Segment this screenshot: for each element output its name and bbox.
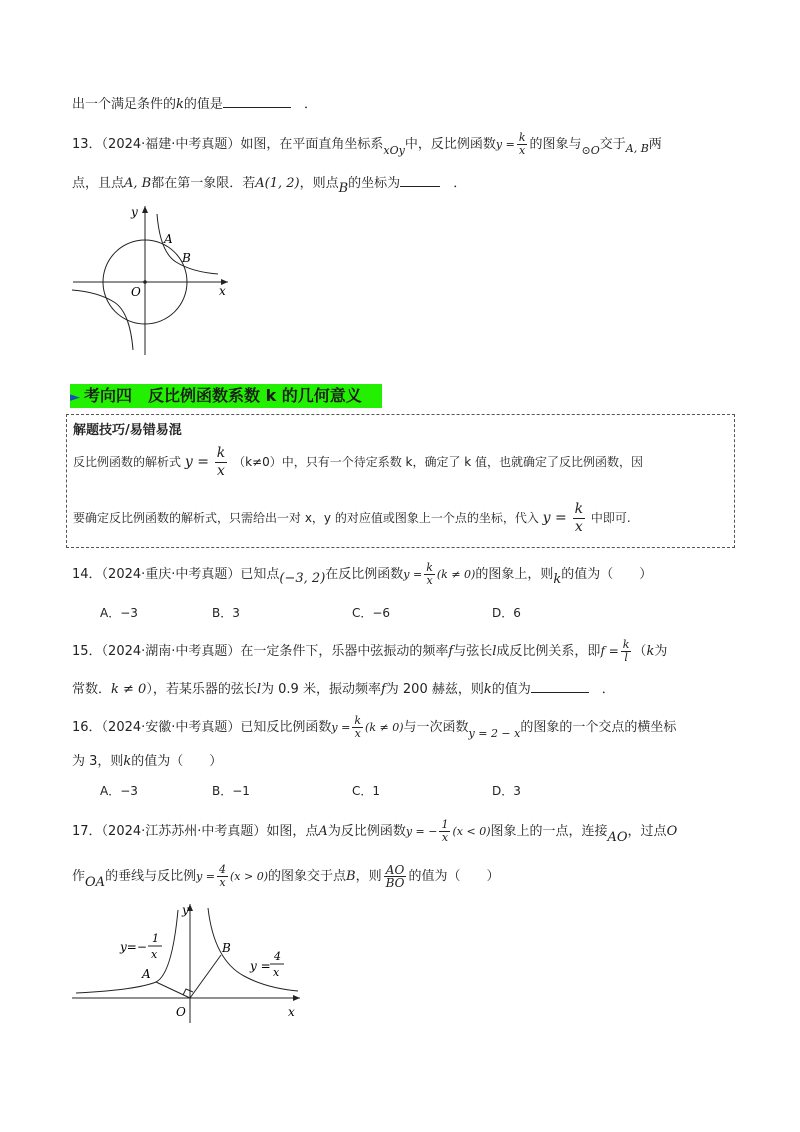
q15-text: 与弦长 <box>453 644 493 659</box>
q15-line1 <box>72 639 667 664</box>
q17-o: O <box>666 824 678 839</box>
q15-text: 为 200 赫兹，则 <box>385 682 484 697</box>
q15-fraction <box>621 639 632 664</box>
q15-text: ），若某乐器的弦长 <box>146 682 257 697</box>
q15-text: 为 0.9 米，振动频率 <box>261 682 381 697</box>
q17-text: ，则 <box>355 869 382 884</box>
q12-k: k <box>176 97 184 112</box>
q15-end: ． <box>601 682 615 697</box>
q14-option-b[interactable]: B．3 <box>212 606 240 620</box>
q13-figure <box>68 200 238 360</box>
q14-line1 <box>72 562 652 587</box>
q17-fig-x-label: x <box>288 1005 295 1019</box>
q14-fraction <box>424 562 435 587</box>
tip-y2: y = <box>542 510 567 526</box>
q12-answer-blank[interactable] <box>223 93 291 108</box>
q17-cond2: (x > 0) <box>230 870 269 883</box>
q13-end: ． <box>453 176 467 191</box>
q15-f: f <box>448 644 454 659</box>
q16-line1 <box>72 715 676 740</box>
q16-line2 <box>72 752 222 772</box>
q13-point-b: B <box>338 181 349 196</box>
q13-fig-x-label: x <box>219 284 226 298</box>
q13-source: （2024·福建·中考真题） <box>101 137 241 152</box>
q17-segment-bo <box>190 955 221 998</box>
q17-text: 图象上的一点，连接 <box>490 824 608 839</box>
q13-number: 13． <box>72 137 102 152</box>
q15-l2: l <box>256 682 262 697</box>
q17-oa: OA <box>85 875 106 890</box>
q17-fig-left-num: 1 <box>152 932 159 945</box>
q13-text: 的图象与 <box>529 137 582 152</box>
q13-text: 交于 <box>599 137 626 152</box>
q17-num2: 4 <box>219 863 227 876</box>
q13-func-num: k <box>518 131 526 144</box>
q15-number: 15． <box>72 644 102 659</box>
q14-func-den: x <box>426 574 433 587</box>
q17-fig-left-lhs: y=− <box>120 940 147 954</box>
q15-text: 为 <box>654 644 668 659</box>
q17-b: B <box>346 869 356 884</box>
q15-text: 常数． <box>72 682 112 697</box>
q13-origin-dot <box>143 280 147 284</box>
q16-linear: y = 2 − x <box>468 727 521 740</box>
q14-text: 已知点 <box>240 567 280 582</box>
q16-func-lhs: y = <box>331 721 351 734</box>
q13-text: 如图，在平面直角坐标系 <box>240 137 384 152</box>
q13-fig-y-label: y <box>131 205 138 219</box>
q16-fraction <box>352 715 363 740</box>
q14-option-c[interactable]: C．−6 <box>352 606 391 620</box>
q12-text2: 的值是 <box>183 97 223 112</box>
tip-num1: k <box>216 445 226 461</box>
q13-xoy: xOy <box>383 144 405 157</box>
q17-right-angle-mark <box>183 989 193 995</box>
q14-func-lhs: y = <box>403 568 423 581</box>
q17-figure <box>66 898 316 1028</box>
q16-cond: (k ≠ 0) <box>365 721 404 734</box>
q15-func-lhs: f = <box>600 644 619 658</box>
q17-text: 的垂线与反比例 <box>105 869 197 884</box>
q13-answer-blank[interactable] <box>400 172 440 187</box>
q15-text: 在一定条件下，乐器中弦振动的频率 <box>240 644 449 659</box>
q13-y-arrow <box>142 206 148 213</box>
q12-tail <box>72 93 317 115</box>
section-heading <box>70 384 382 408</box>
q17-x-arrow <box>293 995 300 1001</box>
q17-text: 作 <box>72 869 86 884</box>
q17-fraction2 <box>217 864 228 889</box>
q13-text: ，则点 <box>299 176 339 191</box>
q17-func-num: 1 <box>441 818 449 831</box>
tip-den1: x <box>217 463 225 479</box>
tip-den2: x <box>574 519 583 535</box>
q14-option-a[interactable]: A．−3 <box>100 606 138 620</box>
q16-number: 16． <box>72 720 102 735</box>
q13-fraction <box>517 132 528 157</box>
q15-l: l <box>492 644 497 659</box>
q13-text: 点，且点 <box>72 176 125 191</box>
q13-fig-b-label: B <box>182 251 191 265</box>
q16-k: k <box>123 754 132 769</box>
q17-text: 为反比例函数 <box>327 824 406 839</box>
q17-fig-right-den: x <box>273 966 280 979</box>
q17-lhs2: y = <box>196 870 216 883</box>
q15-text: 成反比例关系，即 <box>496 644 601 659</box>
q17-fig-right-lhs: y = <box>250 959 271 973</box>
q17-ratio <box>384 864 407 889</box>
q16-func-den: x <box>354 727 361 740</box>
tip-title: 解题技巧/易错易混 <box>73 423 182 438</box>
q17-source: （2024·江苏苏州·中考真题） <box>101 824 267 839</box>
tip-text: 中即可. <box>590 511 631 525</box>
q16-source: （2024·安徽·中考真题） <box>101 720 241 735</box>
q14-cond: (k ≠ 0) <box>436 568 476 581</box>
q15-answer-blank[interactable] <box>531 678 589 693</box>
q17-ao: AO <box>607 830 628 845</box>
q17-text: 的图象交于点 <box>268 869 347 884</box>
q17-text: 的值为（ ） <box>408 869 500 884</box>
q16-func-num: k <box>354 714 362 727</box>
q17-a: A <box>318 824 328 839</box>
q16-text: 为 3，则 <box>72 754 124 769</box>
q17-fig-b-label: B <box>222 941 231 955</box>
section-arrow-icon: ► <box>70 390 80 405</box>
q14-point: (−3, 2) <box>279 571 326 586</box>
q14-text: 的值为（ ） <box>561 567 653 582</box>
q15-k: k <box>646 644 655 659</box>
q17-func-den: x <box>441 831 449 844</box>
q15-func-num: k <box>622 638 630 651</box>
q17-text: ，过点 <box>627 824 667 839</box>
q14-func-num: k <box>426 561 433 574</box>
q13-text: 两 <box>648 137 662 152</box>
q17-line1 <box>72 819 677 844</box>
q17-fraction <box>439 819 450 844</box>
q17-fig-o-label: O <box>176 1005 186 1019</box>
q17-text: 如图，点 <box>266 824 319 839</box>
q15-text: （ <box>633 644 647 659</box>
tip-y: y = <box>184 454 209 470</box>
q12-text: 出一个满足条件的 <box>72 97 177 112</box>
q14-source: （2024·重庆·中考真题） <box>101 567 241 582</box>
q17-den2: x <box>219 876 226 889</box>
q15-text: 的值为 <box>491 682 531 697</box>
q13-text: 的坐标为 <box>348 176 401 191</box>
q16-option-a[interactable]: A．−3 <box>100 784 138 798</box>
q17-fig-right-num: 4 <box>274 950 281 963</box>
q13-ab: A, B <box>625 142 649 155</box>
q13-text: 都在第一象限．若 <box>151 176 256 191</box>
q15-func-den: l <box>624 651 628 664</box>
tip-line2 <box>73 501 631 536</box>
q15-f2: f <box>380 682 386 697</box>
q16-option-c[interactable]: C．1 <box>352 784 381 798</box>
q15-cond: k ≠ 0 <box>111 682 147 697</box>
q13-ab2: A, B <box>124 176 152 191</box>
q14-number: 14． <box>72 567 102 582</box>
q14-option-d[interactable]: D．6 <box>492 606 521 620</box>
q17-fig-y-label: y <box>182 903 189 917</box>
q16-text: 已知反比例函数 <box>240 720 332 735</box>
tip-fraction2 <box>573 501 585 536</box>
q17-func-lhs: y = − <box>405 825 438 838</box>
q13-fig-a-label: A <box>164 232 173 246</box>
tip-num2: k <box>574 501 584 517</box>
q16-text: 的图象的一个交点的横坐标 <box>520 720 677 735</box>
q14-text: 的图象上，则 <box>475 567 554 582</box>
q13-hyperbola-q3 <box>72 290 133 350</box>
q14-k: k <box>553 572 562 587</box>
q16-option-b[interactable]: B．−1 <box>212 784 250 798</box>
q13-func-lhs: y = <box>495 138 515 151</box>
tip-text: 要确定反比例函数的解析式，只需给出一对 x，y 的对应值或图象上一个点的坐标，代入 <box>73 511 539 525</box>
tip-text: （k≠0）中，只有一个待定系数 k，确定了 k 值，也就确定了反比例函数，因 <box>233 455 644 469</box>
q17-fig-a-label: A <box>142 967 151 981</box>
q13-fig-o-label: O <box>131 285 141 299</box>
q13-line2 <box>72 172 466 194</box>
q13-line1 <box>72 132 662 157</box>
tip-text: 反比例函数的解析式 <box>73 455 182 469</box>
q17-number: 17． <box>72 824 102 839</box>
q17-line2 <box>72 864 500 889</box>
q17-fig-left-den: x <box>151 948 158 961</box>
tip-fraction1 <box>215 445 227 480</box>
q17-cond: (x < 0) <box>452 825 491 838</box>
q13-point-a: A(1, 2) <box>255 176 300 191</box>
q17-ratio-den: BO <box>385 876 405 890</box>
q14-text: 在反比例函数 <box>325 567 404 582</box>
q16-text: 的值为（ ） <box>131 754 223 769</box>
tip-box <box>66 414 735 548</box>
q15-k2: k <box>483 682 492 697</box>
tip-line1 <box>73 445 643 480</box>
q15-line2 <box>72 678 615 700</box>
q13-text: 中，反比例函数 <box>404 137 496 152</box>
section-title: 考向四 反比例函数系数 k 的几何意义 <box>84 386 362 405</box>
q13-func-den: x <box>519 144 526 157</box>
q16-text: 与一次函数 <box>403 720 469 735</box>
q16-option-d[interactable]: D．3 <box>492 784 521 798</box>
q17-ratio-num: AO <box>385 863 405 877</box>
q12-end: ． <box>303 97 317 112</box>
q17-segment-ao <box>156 982 190 998</box>
q13-circle: ⊙O <box>581 144 600 157</box>
q15-source: （2024·湖南·中考真题） <box>101 644 241 659</box>
